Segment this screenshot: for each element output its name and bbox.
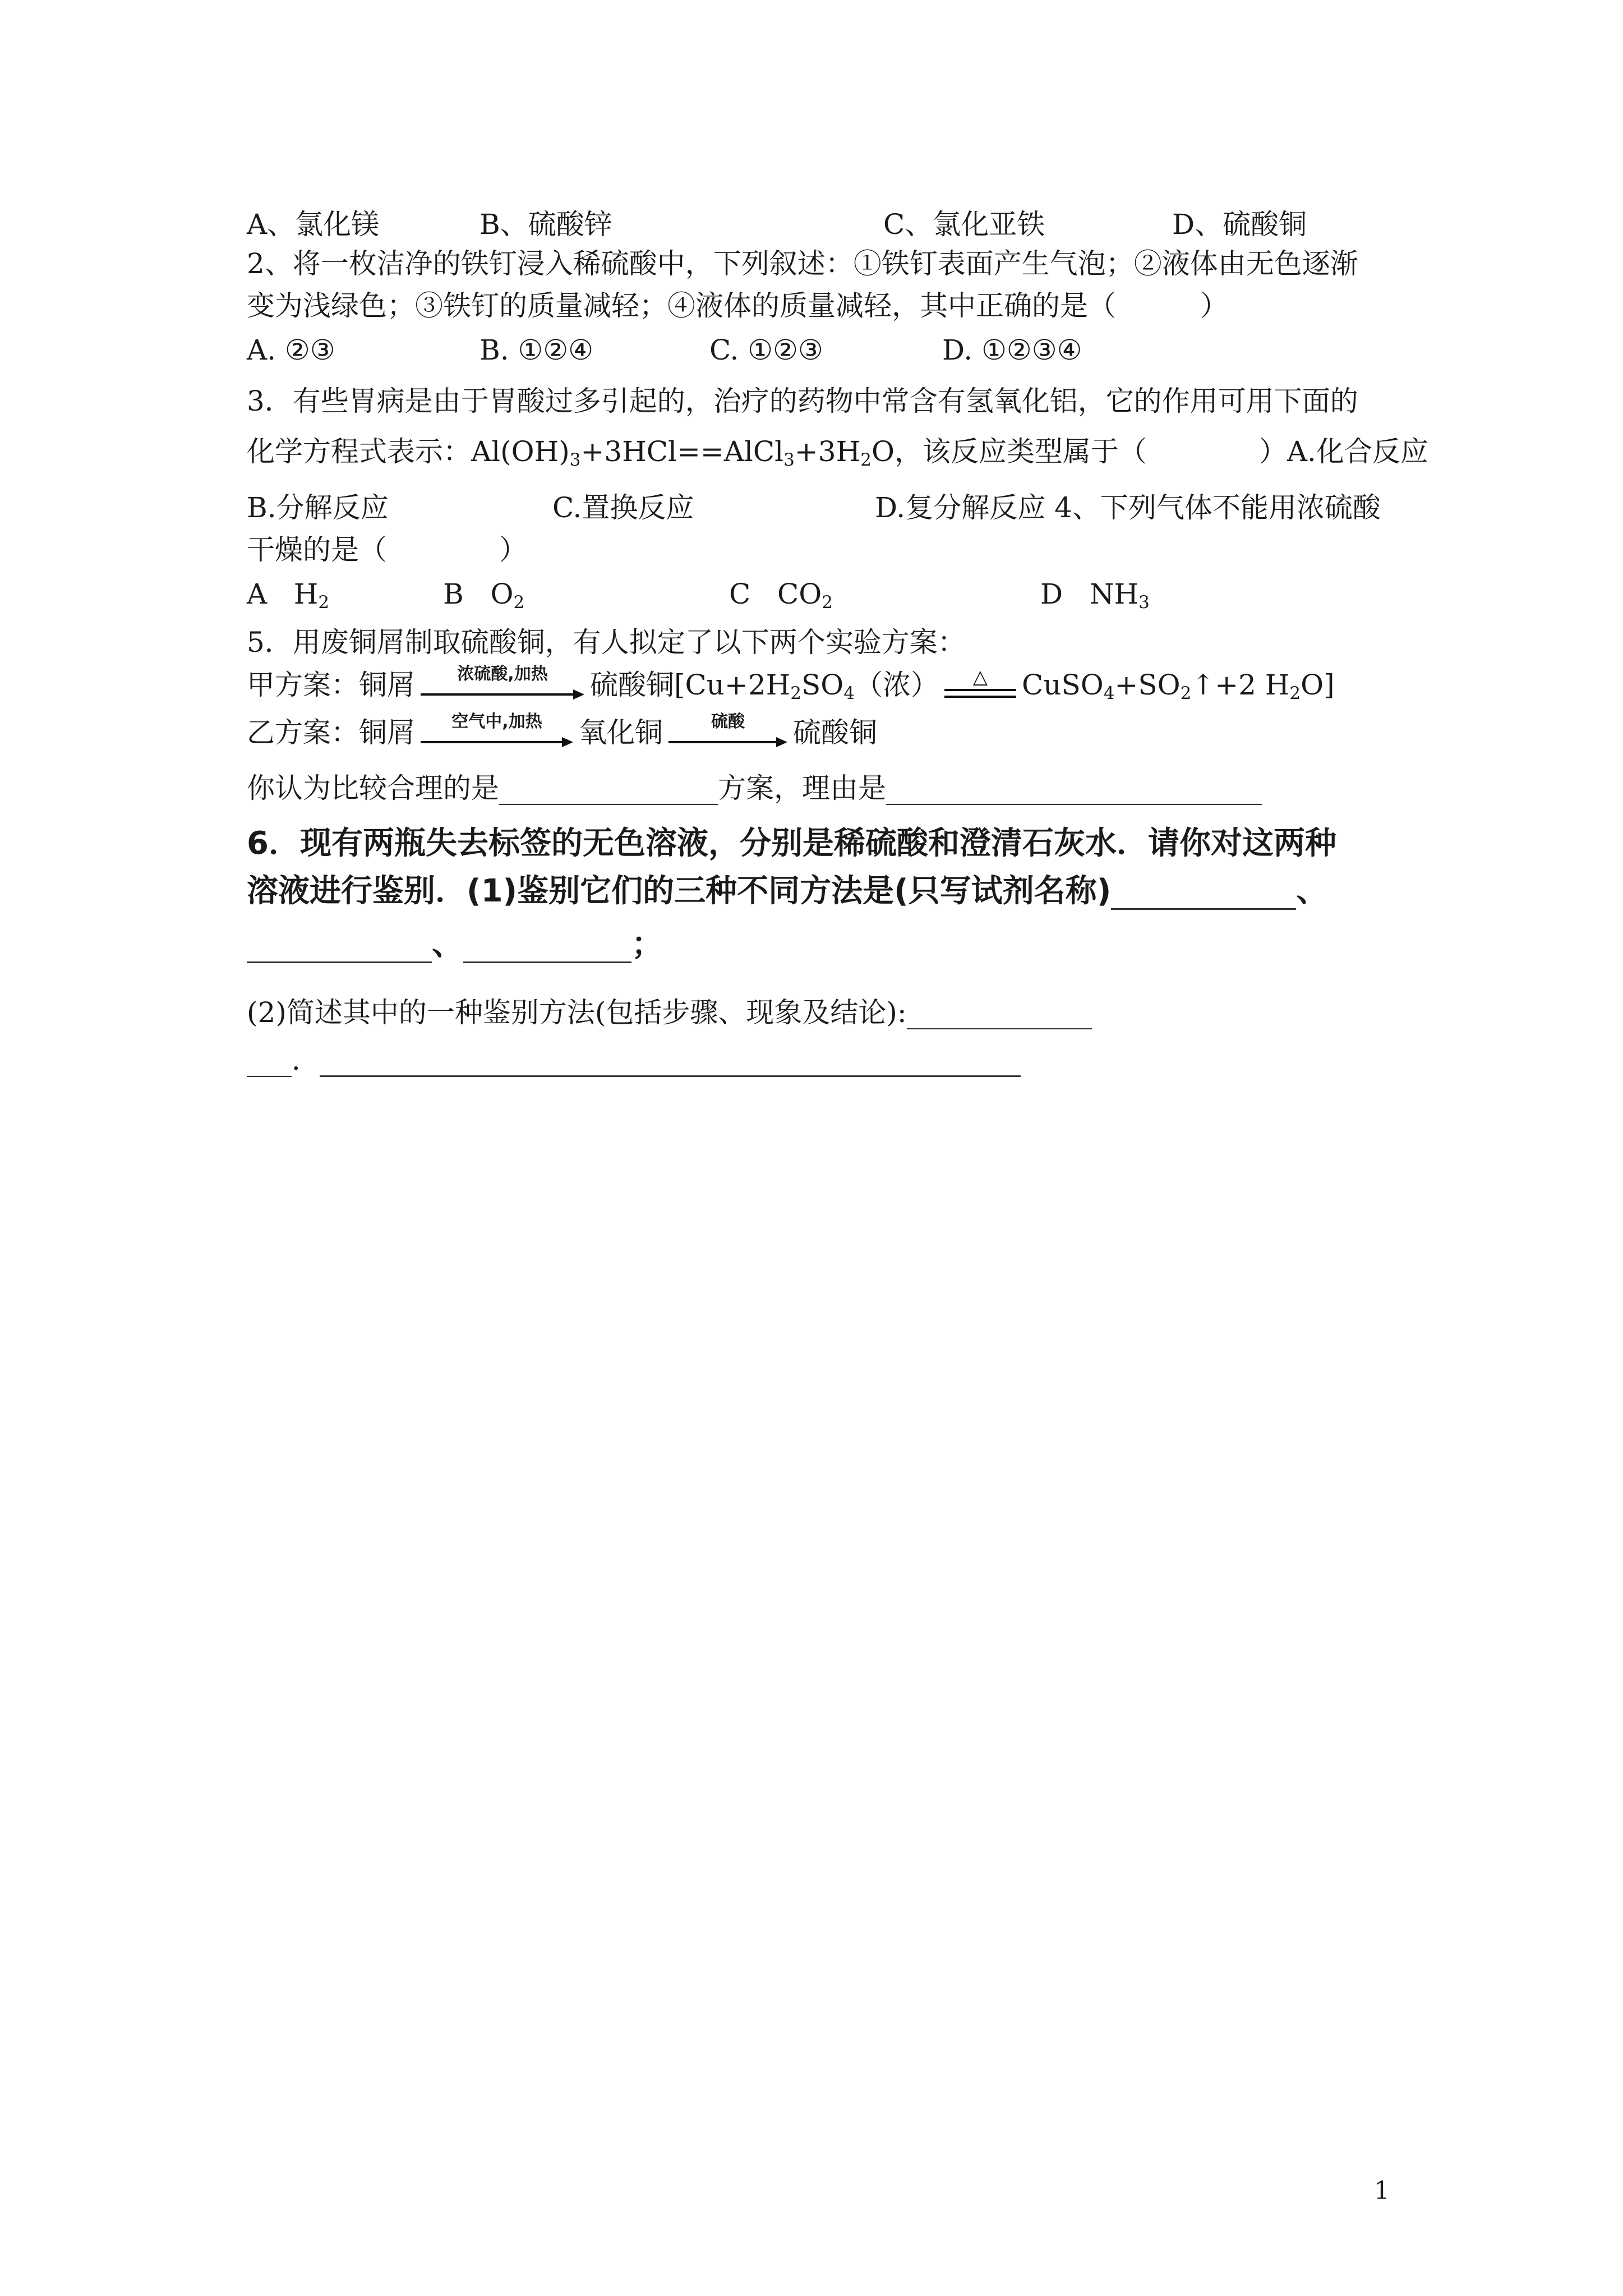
q5-plan-a-right4: O] [1301, 669, 1335, 701]
q3-equation-mid1: +3HCl==AlCl [580, 435, 784, 468]
arrow-right-icon [418, 688, 587, 701]
arrow-right-icon [418, 735, 575, 749]
q6-period: ． [292, 1044, 320, 1076]
heat-equals-icon [941, 668, 1020, 707]
q4-option-b-label: B [443, 578, 464, 610]
q4-sub: 2 [513, 592, 525, 613]
q2-option-c: C. ①②③ [709, 334, 823, 366]
q6-sep-1: 、 [1296, 873, 1328, 909]
q4-option-c-formula: CO [777, 578, 822, 610]
q5-plan-b-arrow-1 [418, 712, 575, 754]
q5-answer-pre: 你认为比较合理的是 [247, 772, 499, 804]
q5-answer-blank-2[interactable] [886, 775, 1262, 805]
q4-option-a-label: A [247, 578, 268, 610]
q5-plan-b-arrow-2 [666, 712, 790, 754]
q4-line-2: 干燥的是（ ） [247, 533, 527, 566]
q2-line-1: 2、将一枚洁净的铁钉浸入稀硫酸中，下列叙述：①铁钉表面产生气泡；②液体由无色逐渐 [247, 247, 1358, 280]
q3-sub: 3 [569, 449, 581, 470]
q3-equation-mid2: +3H [794, 435, 861, 468]
q6-part-2-blank-1[interactable] [907, 999, 1092, 1029]
q5-plan-a-arrow [418, 664, 587, 707]
q5-plan-a-right3: ↑+2 H [1191, 669, 1290, 701]
q5-plan-b-mid: 氧化铜 [579, 716, 663, 749]
q4-option-b-formula: O [490, 578, 514, 610]
q4-option-b [443, 578, 525, 613]
q2-option-a: A. ②③ [247, 334, 335, 366]
q3-sub: 3 [783, 449, 795, 470]
q5-line-1: 5．用废铜屑制取硫酸铜，有人拟定了以下两个实验方案： [247, 626, 966, 659]
q5-answer-line [247, 771, 1262, 805]
q4-sub: 2 [318, 592, 330, 613]
q3-equation-post: O，该反应类型属于（ ）A.化合反应 [871, 435, 1428, 468]
q6-blank-3[interactable] [463, 932, 631, 963]
q6-blank-1[interactable] [1111, 879, 1296, 910]
q5-sub: 4 [843, 683, 855, 703]
q5-sub: 2 [790, 683, 802, 703]
q5-plan-b [247, 712, 877, 754]
q5-plan-a-product: 硫酸铜[Cu+2H [590, 669, 791, 701]
q2-option-d: D. ①②③④ [942, 334, 1082, 366]
q6-part-2-continued [247, 1043, 1021, 1077]
q1-option-a: A、氯化镁 [247, 208, 380, 241]
q3-line-1: 3．有些胃病是由于胃酸过多引起的，治疗的药物中常含有氢氧化铝，它的作用可用下面的 [247, 385, 1358, 417]
q3-sub: 2 [860, 449, 872, 470]
page-number: 1 [1374, 2177, 1390, 2205]
q5-plan-b-arrow1-label: 空气中,加热 [451, 712, 542, 731]
q5-plan-a-prefix: 甲方案：铜屑 [247, 669, 415, 701]
q6-part-2-text: (2)简述其中的一种鉴别方法(包括步骤、现象及结论): [247, 996, 907, 1029]
q3-line-2 [247, 435, 1428, 468]
q5-answer-blank-1[interactable] [499, 775, 718, 805]
q1-option-b: B、硫酸锌 [479, 208, 612, 241]
q4-option-d-label: D [1040, 578, 1063, 610]
q5-plan-b-prefix: 乙方案：铜屑 [247, 716, 415, 749]
q3-option-b: B.分解反应 [247, 491, 389, 524]
arrow-right-icon [666, 735, 790, 749]
q6-sep-2: 、 [432, 926, 463, 963]
q6-end: ； [631, 926, 663, 963]
q4-option-a-formula: H [293, 578, 319, 610]
q4-sub: 3 [1138, 592, 1150, 613]
q5-plan-a-right2: +SO [1114, 669, 1181, 701]
q5-sub: 2 [1289, 683, 1301, 703]
q1-option-c: C、氯化亚铁 [883, 208, 1045, 241]
q5-sub: 2 [1180, 683, 1192, 703]
q5-plan-b-end: 硫酸铜 [793, 716, 877, 749]
q4-option-c-label: C [729, 578, 751, 610]
q6-part-2-blank-3[interactable] [320, 1046, 1021, 1077]
q2-line-2: 变为浅绿色；③铁钉的质量减轻；④液体的质量减轻，其中正确的是（ ） [247, 289, 1228, 322]
q6-line-1: 6．现有两瓶失去标签的无色溶液，分别是稀硫酸和澄清石灰水．请你对这两种 [247, 825, 1336, 862]
q3-equation-pre: 化学方程式表示：Al(OH) [247, 435, 570, 468]
q4-option-d [1040, 578, 1150, 613]
q1-option-d: D、硫酸铜 [1172, 208, 1307, 241]
q5-plan-a-so4: SO [801, 669, 844, 701]
q5-plan-a-conc: （浓） [855, 669, 939, 701]
q6-line-2 [247, 872, 1327, 910]
q6-blank-2[interactable] [247, 932, 432, 963]
q5-answer-mid: 方案，理由是 [718, 772, 886, 804]
q5-plan-b-arrow2-label: 硫酸 [711, 712, 745, 731]
q4-option-a [247, 578, 330, 613]
q2-option-b: B. ①②④ [479, 334, 594, 366]
q4-option-d-formula: NH [1089, 578, 1139, 610]
q4-option-c [729, 578, 833, 613]
q3-option-c: C.置换反应 [552, 491, 694, 524]
q5-plan-a-arrow-label: 浓硫酸,加热 [457, 664, 548, 684]
q6-line-3 [247, 926, 663, 963]
q6-line-2-text: 溶液进行鉴别．(1)鉴别它们的三种不同方法是(只写试剂名称) [247, 873, 1112, 909]
q4-sub: 2 [822, 592, 833, 613]
q5-plan-a-right1: CuSO [1022, 669, 1104, 701]
q5-plan-a [247, 664, 1335, 707]
q5-plan-a-heat: △ [972, 668, 988, 688]
q6-part-2-blank-2[interactable] [247, 1047, 292, 1077]
q5-sub: 4 [1103, 683, 1115, 703]
q6-part-2 [247, 996, 1092, 1029]
q3-option-d-q4-start: D.复分解反应 4、下列气体不能用浓硫酸 [875, 491, 1381, 524]
